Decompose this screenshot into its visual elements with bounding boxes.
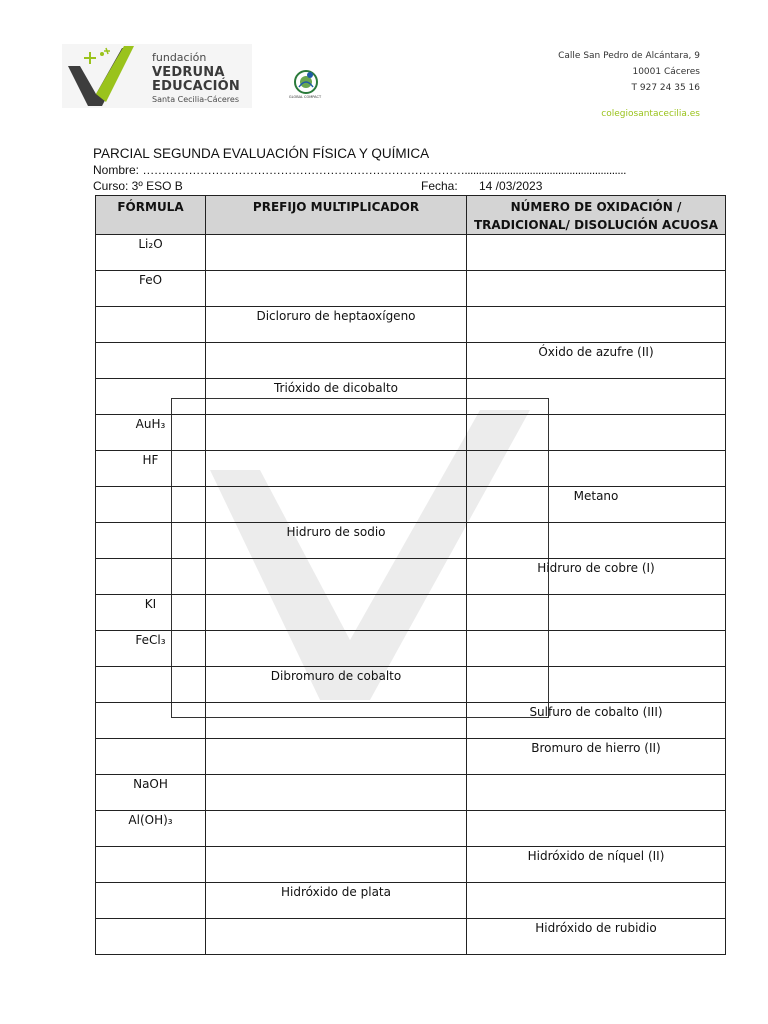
prefix-cell[interactable] — [206, 631, 467, 667]
table-row — [96, 307, 726, 343]
header-prefix: PREFIJO MULTIPLICADOR — [206, 196, 467, 235]
formula-cell[interactable]: Al(OH)₃ — [96, 811, 206, 847]
logo-line-vedruna: VEDRUNA — [152, 65, 225, 80]
formula-cell[interactable]: NaOH — [96, 775, 206, 811]
formula-cell[interactable]: AuH₃ — [96, 415, 206, 451]
formula-cell[interactable]: KI — [96, 595, 206, 631]
address-street: Calle San Pedro de Alcántara, 9 — [558, 51, 700, 61]
header-oxidation: NÚMERO DE OXIDACIÓN / TRADICIONAL/ DISOLUCIÓN ACUOSA — [467, 196, 726, 235]
prefix-cell[interactable] — [206, 811, 467, 847]
school-address — [558, 48, 700, 122]
oxidation-cell[interactable] — [467, 631, 726, 667]
table-row — [96, 811, 726, 847]
table-row — [96, 847, 726, 883]
date-label: Fecha: — [421, 179, 458, 193]
table-row — [96, 559, 726, 595]
prefix-cell[interactable]: Dibromuro de cobalto — [206, 667, 467, 703]
prefix-cell[interactable] — [206, 595, 467, 631]
prefix-cell[interactable]: Hidróxido de plata — [206, 883, 467, 919]
table-row — [96, 631, 726, 667]
oxidation-cell[interactable] — [467, 307, 726, 343]
prefix-cell[interactable]: Dicloruro de heptaoxígeno — [206, 307, 467, 343]
oxidation-cell[interactable] — [467, 415, 726, 451]
formula-cell[interactable]: HF — [96, 451, 206, 487]
table-row — [96, 739, 726, 775]
formula-cell[interactable]: Li₂O — [96, 235, 206, 271]
prefix-cell[interactable]: Trióxido de dicobalto — [206, 379, 467, 415]
prefix-cell[interactable] — [206, 415, 467, 451]
oxidation-cell[interactable] — [467, 523, 726, 559]
oxidation-cell[interactable]: Hidruro de cobre (I) — [467, 559, 726, 595]
formula-cell[interactable] — [96, 739, 206, 775]
oxidation-cell[interactable] — [467, 235, 726, 271]
oxidation-cell[interactable]: Sulfuro de cobalto (III) — [467, 703, 726, 739]
formula-cell[interactable] — [96, 667, 206, 703]
prefix-cell[interactable] — [206, 847, 467, 883]
prefix-cell[interactable] — [206, 739, 467, 775]
prefix-cell[interactable]: Hidruro de sodio — [206, 523, 467, 559]
formula-cell[interactable] — [96, 379, 206, 415]
oxidation-cell[interactable] — [467, 775, 726, 811]
oxidation-cell[interactable]: Óxido de azufre (II) — [467, 343, 726, 379]
table-row — [96, 595, 726, 631]
formula-cell[interactable] — [96, 523, 206, 559]
name-field[interactable]: …………………………………………………………………………......................................................... — [142, 163, 626, 177]
formula-cell[interactable] — [96, 307, 206, 343]
table-row — [96, 667, 726, 703]
formula-cell[interactable]: FeO — [96, 271, 206, 307]
formula-cell[interactable] — [96, 559, 206, 595]
table-row — [96, 379, 726, 415]
table-row — [96, 415, 726, 451]
oxidation-cell[interactable]: Hidróxido de níquel (II) — [467, 847, 726, 883]
oxidation-cell[interactable] — [467, 667, 726, 703]
table-body — [96, 235, 726, 955]
oxidation-cell[interactable]: Bromuro de hierro (II) — [467, 739, 726, 775]
header-formula: FÓRMULA — [96, 196, 206, 235]
name-line — [93, 163, 626, 177]
course-label: Curso: 3º ESO B — [93, 179, 183, 193]
table-header-row — [96, 196, 726, 235]
table-row — [96, 271, 726, 307]
formula-cell[interactable]: FeCl₃ — [96, 631, 206, 667]
formula-cell[interactable] — [96, 883, 206, 919]
prefix-cell[interactable] — [206, 919, 467, 955]
logo-line-educacion: EDUCACIÓN — [152, 79, 240, 94]
prefix-cell[interactable] — [206, 775, 467, 811]
table-row — [96, 235, 726, 271]
global-compact-icon — [285, 67, 327, 107]
prefix-cell[interactable] — [206, 487, 467, 523]
formulation-table — [95, 195, 726, 955]
address-website[interactable]: colegiosantacecilia.es — [601, 109, 700, 119]
formula-cell[interactable] — [96, 703, 206, 739]
name-label: Nombre: — [93, 163, 140, 177]
address-phone: T 927 24 35 16 — [631, 83, 700, 93]
formula-cell[interactable] — [96, 847, 206, 883]
prefix-cell[interactable] — [206, 235, 467, 271]
oxidation-cell[interactable] — [467, 271, 726, 307]
oxidation-cell[interactable] — [467, 883, 726, 919]
table-row — [96, 343, 726, 379]
exam-title: PARCIAL SEGUNDA EVALUACIÓN FÍSICA Y QUÍMICA — [93, 146, 430, 161]
table-row — [96, 883, 726, 919]
global-compact-caption: GLOBAL COMPACT — [288, 95, 322, 99]
table-row — [96, 487, 726, 523]
oxidation-cell[interactable] — [467, 451, 726, 487]
date-value: 14 /03/2023 — [479, 179, 543, 193]
table-row — [96, 775, 726, 811]
prefix-cell[interactable] — [206, 559, 467, 595]
formula-cell[interactable] — [96, 919, 206, 955]
table-row — [96, 703, 726, 739]
table-row — [96, 523, 726, 559]
prefix-cell[interactable] — [206, 451, 467, 487]
oxidation-cell[interactable]: Hidróxido de rubidio — [467, 919, 726, 955]
table-row — [96, 919, 726, 955]
vedruna-logo-text — [152, 52, 240, 104]
table-row — [96, 451, 726, 487]
oxidation-cell[interactable]: Metano — [467, 487, 726, 523]
oxidation-cell[interactable] — [467, 595, 726, 631]
logo-line-school: Santa Cecilia-Cáceres — [152, 95, 240, 104]
formula-cell[interactable] — [96, 343, 206, 379]
oxidation-cell[interactable] — [467, 379, 726, 415]
logo-line-fundacion: fundación — [152, 51, 207, 64]
prefix-cell[interactable] — [206, 703, 467, 739]
oxidation-cell[interactable] — [467, 811, 726, 847]
prefix-cell[interactable] — [206, 271, 467, 307]
formula-cell[interactable] — [96, 487, 206, 523]
prefix-cell[interactable] — [206, 343, 467, 379]
address-city: 10001 Cáceres — [632, 67, 700, 77]
